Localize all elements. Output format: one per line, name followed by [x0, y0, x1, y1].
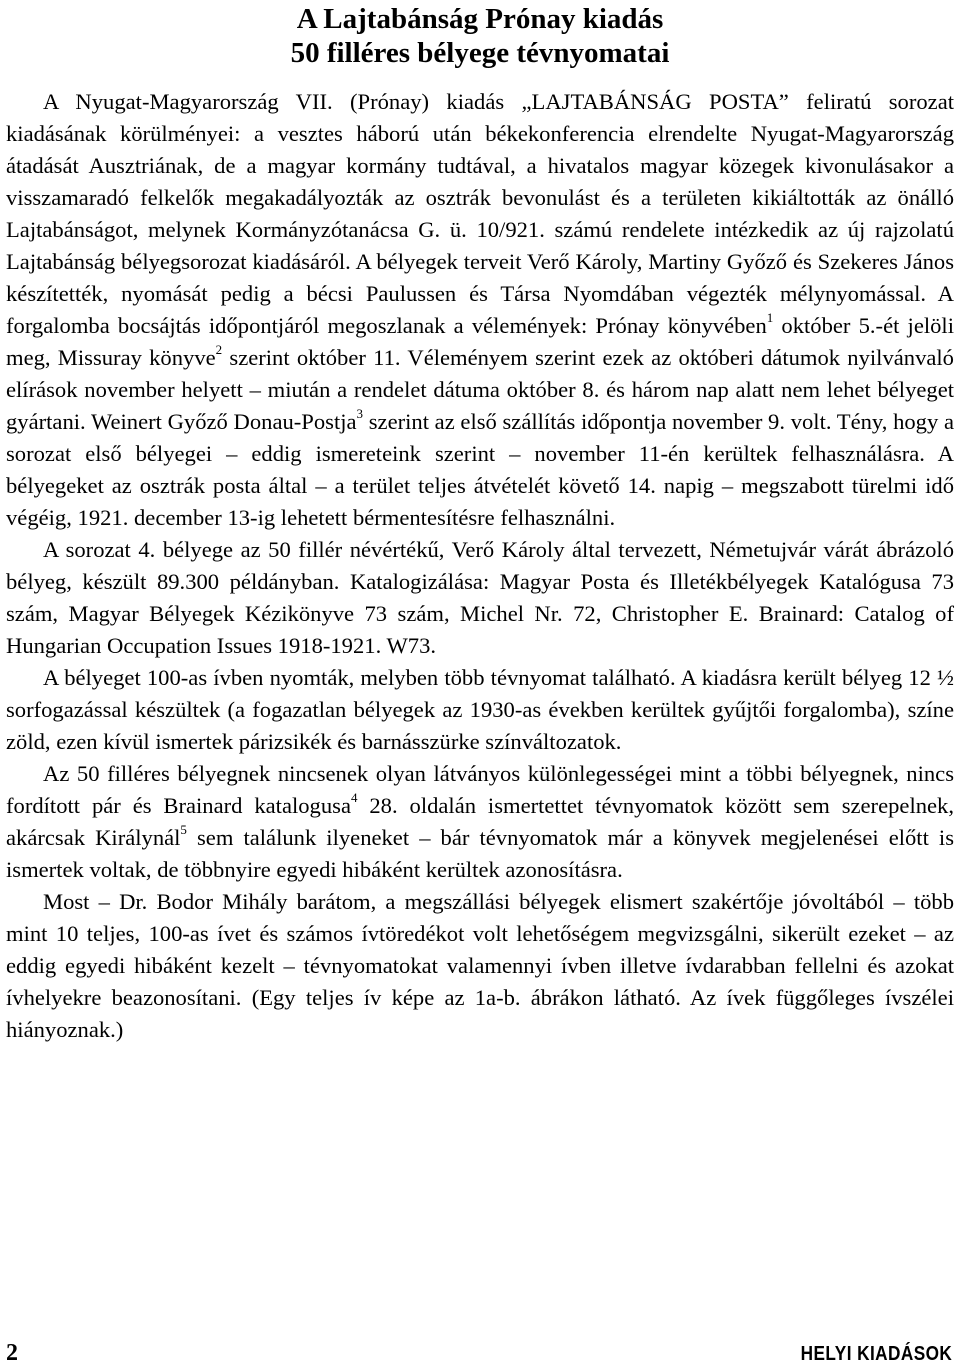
text-segment: szerint október 11. Véleményem szerint ezek az októberi dátumok nyilvánvaló elírások november helyett – miután a rendelet dátuma október 8. és három nap alatt nem lehet bélyeget gyártani. Weinert Győző Donau-Postja — [6, 345, 954, 434]
footnote-ref-5: 5 — [180, 822, 187, 837]
page-subtitle: 50 filléres bélyege tévnyomatai — [290, 37, 670, 69]
paragraph-3 — [6, 662, 954, 758]
footnote-ref-4: 4 — [350, 790, 358, 805]
page-title: A Lajtabánság Prónay kiadás — [296, 3, 664, 35]
footnote-ref-3: 3 — [356, 406, 364, 421]
text-segment: Az 50 filléres bélyegnek nincsenek olyan látványos különlegességei mint a többi bélyegnek, nincs fordított pár és Brainard katalogusa — [6, 761, 954, 818]
text-segment: 28. oldalán ismertettet tévnyomatok között sem szerepelnek, akárcsak Királynál — [6, 793, 954, 850]
text-segment: Most – Dr. Bodor Mihály barátom, a megszállási bélyegek elismert szakértője jóvoltából – több mint 10 teljes, 100-as ívet és számos ívtöredékot volt lehetőségem megvizsgálni, sikerült ezeket – az eddig egyedi hibáként kezelt – tévnyomatokat valamennyi ívben illetve ívdarabban fellelni és azokat ívhelyekre beazonosítani. (Egy teljes ív képe az 1a-b. ábrákon látható. Az ívek függőleges ívszélei hiányoznak.) — [6, 889, 954, 1042]
paragraph-1 — [6, 86, 954, 534]
article-body — [6, 86, 954, 1046]
page-number: 2 — [6, 1340, 18, 1366]
text-segment: A Nyugat-Magyarország VII. (Prónay) kiadás „LAJTABÁNSÁG POSTA” feliratú sorozat kiadásának körülményei: a vesztes háború után békekonferencia elrendelte Nyugat-Magyarország átadását Ausztriának, de a magyar kormány tudtával, a hivatalos magyar közegek kivonulásakor a visszamaradó felkelők megakadályozták az osztrák bevonulást és a területen kikiáltották az önálló Lajtabánságot, melynek Kormányzótanácsa G. ü. 10/921. számú rendelete intézkedik az új rajzolatú Lajtabánság bélyegsorozat kiadásáról. A bélyegek terveit Verő Károly, Martiny Győző és Szekeres János készítették, nyomását pedig a bécsi Paulussen és Társa Nyomdában végezték mélynyomással. A forgalomba bocsájtás időpontjáról megoszlanak a vélemények: Prónay könyvében — [6, 89, 954, 338]
text-segment: A bélyeget 100-as ívben nyomták, melyben több tévnyomat található. A kiadásra került bélyeg 12 ½ sorfogazással készültek (a fogazatlan bélyegek az 1930-as években kerültek gyűjtői forgalomba), színe zöld, ezen kívül ismertek párizsikék és barnásszürke színváltozatok. — [6, 665, 954, 754]
paragraph-4 — [6, 758, 954, 886]
footer-brand: HELYI KIADÁSOK — [800, 1343, 952, 1365]
text-segment: A sorozat 4. bélyege az 50 fillér névértékű, Verő Károly által tervezett, Németujvár várát ábrázoló bélyeg, készült 89.300 példányban. Katalogizálása: Magyar Posta és Illetékbélyegek Katalógusa 73 szám, Magyar Bélyegek Kézikönyve 73 szám, Michel Nr. 72, Christopher E. Brainard: Catalog of Hungarian Occupation Issues 1918-1921. W73. — [6, 537, 954, 658]
footnote-ref-2: 2 — [215, 342, 223, 357]
text-segment: szerint az első szállítás időpontja november 9. volt. Tény, hogy a sorozat első bélyegei – eddig ismereteink szerint – november 11-én kerültek felhasználásra. A bélyegeket az osztrák posta által – a terület teljes átvételét követő 14. napig – megszabott türelmi idő végéig, 1921. december 13-ig lehetett bérmentesítésre felhasználni. — [6, 409, 955, 530]
footnote-ref-1: 1 — [766, 310, 774, 325]
paragraph-2 — [6, 534, 954, 662]
text-segment: sem találunk ilyeneket – bár tévnyomatok már a könyvek megjelenései előtt is ismertek voltak, de többnyire egyedi hibáként kerültek azonosításra. — [6, 825, 954, 882]
text-segment: október 5.-ét jelöli meg, Missuray könyve — [6, 313, 954, 370]
paragraph-5 — [6, 886, 954, 1046]
